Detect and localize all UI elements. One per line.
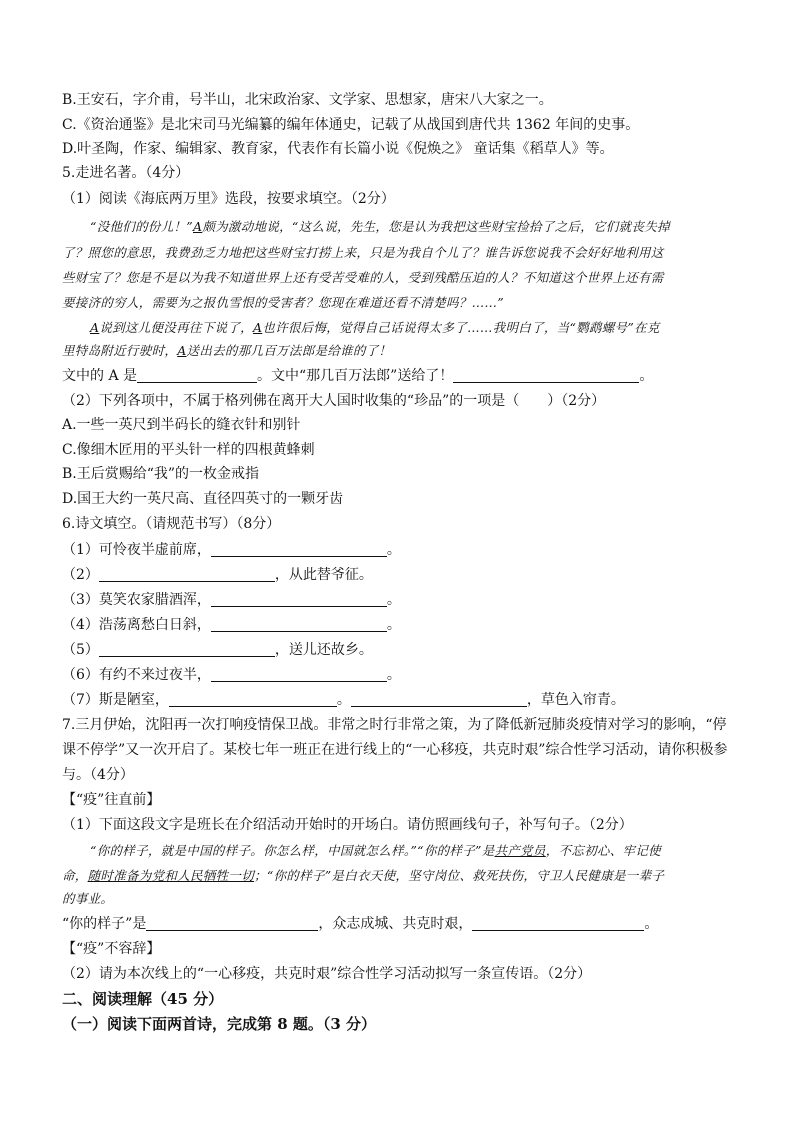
answer-blank[interactable]	[99, 642, 275, 657]
item-text: 。	[336, 692, 351, 708]
answer-blank[interactable]	[146, 916, 318, 931]
q5-fill-line	[62, 366, 653, 386]
q6-item-2	[62, 565, 373, 585]
q7-passage-line	[90, 841, 661, 861]
item-text: （2）	[62, 567, 99, 583]
passage-text: 送出去的那几百万法郎是给谁的了！	[186, 343, 392, 358]
q5-option-a: A.一些一英尺到半码长的缝衣针和别针	[62, 417, 301, 433]
passage-line	[90, 318, 660, 338]
q4-option-b: B.王安石，字介甫，号半山，北宋政治家、文学家、思想家，唐宋八大家之一。	[62, 92, 553, 108]
answer-blank[interactable]	[137, 368, 257, 383]
answer-blank[interactable]	[453, 368, 639, 383]
answer-blank[interactable]	[211, 667, 387, 682]
item-text: （4）浩荡离愁白日斜，	[62, 617, 211, 633]
item-text: （3）莫笑农家腊酒浑，	[62, 592, 211, 608]
q7-tag-2: 【“疫”不容辞】	[62, 941, 161, 957]
q7-passage-line: 的事业。	[62, 891, 114, 906]
item-text: 。	[386, 542, 401, 558]
q6-title: 6.诗文填空。（请规范书写）（8分）	[62, 516, 281, 532]
q6-item-3	[62, 590, 401, 610]
underlined-phrase: 随时准备为党和人民牺牲一切	[87, 868, 255, 883]
passage-text: 里特岛附近行驶时，	[62, 343, 178, 358]
passage-text: 命，	[62, 868, 88, 883]
q6-item-6	[62, 665, 401, 685]
fill-text: 。	[639, 368, 654, 384]
passage-text: ，不忘初心、牢记使	[545, 843, 661, 858]
fill-text: 文中的 A 是	[62, 368, 138, 384]
q7-sub2: （2）请为本次线上的“一心移疫，共克时艰”综合性学习活动拟写一条宣传语。（2分）	[62, 966, 592, 982]
passage-line: 了？照您的意思，我费劲乏力地把这些财宝打捞上来，只是为我自个儿了？谁告诉您说我不会好好地利用这	[62, 245, 664, 260]
passage-a-mark: A	[90, 320, 100, 335]
q7-passage-line	[62, 866, 664, 886]
answer-blank[interactable]	[211, 617, 387, 632]
q5-sub2: （2）下列各项中，不属于格列佛在离开大人国时收集的“珍品”的一项是（ ）（2分）	[62, 393, 606, 409]
answer-blank[interactable]	[99, 567, 275, 582]
passage-text: 颇为激动地说，“这么说，先生，您是认为我把这些财宝捡拾了之后，它们就丧失掉	[202, 219, 670, 234]
passage-a-mark: A	[252, 320, 263, 335]
answer-blank[interactable]	[169, 692, 337, 707]
fill-text: ，众志成城、共克时艰，	[318, 916, 473, 932]
q4-option-d: D.叶圣陶，作家、编辑家、教育家，代表作有长篇小说《倪焕之》 童话集《稻草人》等。	[62, 141, 614, 157]
item-text: （5）	[62, 642, 99, 658]
q7-line: 课不停学”又一次开启了。某校七年一班正在进行线上的“一心移疫，共克时艰”综合性学习活动，请你积极参	[62, 742, 728, 758]
underlined-phrase: 共产党员	[494, 843, 546, 858]
item-text: ，送儿还故乡。	[274, 642, 373, 658]
passage-line	[62, 341, 391, 361]
fill-text: 。文中“那几百万法郎”送给了！	[257, 368, 454, 384]
answer-blank[interactable]	[351, 692, 527, 707]
passage-line: 要接济的穷人，需要为之报仇雪恨的受害者？您现在难道还看不清楚吗？……”	[62, 295, 504, 310]
item-text: ，从此替爷征。	[274, 567, 373, 583]
passage-line	[90, 217, 670, 237]
item-text: 。	[386, 667, 401, 683]
passage-text: 也许很后悔，觉得自己话说得太多了……我明白了，当“鹦鹉螺号”在克	[262, 320, 660, 335]
item-text: （6）有约不来过夜半，	[62, 667, 211, 683]
item-text: 。	[386, 592, 401, 608]
item-text: ，草色入帘青。	[526, 692, 625, 708]
passage-a-mark: A	[192, 219, 203, 234]
item-text: （7）斯是陋室，	[62, 692, 169, 708]
q7-sub1: （1）下面这段文字是班长在介绍活动开始时的开场白。请仿照画线句子，补写句子。（2分）	[62, 817, 633, 833]
passage-text: ；“你的样子”是白衣天使，坚守岗位、救死扶伤，守卫人民健康是一辈子	[254, 868, 665, 883]
q5-title: 5.走进名著。（4分）	[62, 165, 190, 181]
q7-tag-1: 【“疫”往直前】	[62, 792, 161, 808]
passage-a-mark: A	[177, 343, 187, 358]
q7-fill-line	[62, 914, 658, 934]
q5-sub1: （1）阅读《海底两万里》选段，按要求填空。（2分）	[62, 191, 395, 207]
passage-text: “你的样子，就是中国的样子。你怎么样，中国就怎么样。”“你的样子”是	[90, 843, 495, 858]
q4-option-c: C.《资治通鉴》是北宋司马光编纂的编年体通史，记载了从战国到唐代共 1362 年间的史事。	[62, 117, 640, 133]
passage-text: 说到这儿便没再往下说了，	[99, 320, 253, 335]
answer-blank[interactable]	[211, 542, 387, 557]
answer-blank[interactable]	[472, 916, 644, 931]
fill-text: “你的样子”是	[62, 916, 147, 932]
section-title: 二、阅读理解（45 分）	[62, 990, 224, 1008]
item-text: 。	[386, 617, 401, 633]
passage-line: 些财宝了？您是不是以为我不知道世界上还有受苦受难的人，受到残酷压迫的人？不知道这个世界上还有需	[62, 270, 664, 285]
passage-text: “没他们的份儿！”	[90, 219, 193, 234]
section-subtitle: （一）阅读下面两首诗，完成第 8 题。（3 分）	[62, 1015, 377, 1033]
q7-line: 7.三月伊始，沈阳再一次打响疫情保卫战。非常之时行非常之策，为了降低新冠肺炎疫情对学习的影响，“停	[62, 717, 727, 733]
q6-item-5	[62, 640, 373, 660]
item-text: （1）可怜夜半虚前席，	[62, 542, 211, 558]
fill-text: 。	[644, 916, 659, 932]
q5-option-d: D.国王大约一英尺高、直径四英寸的一颗牙齿	[62, 491, 344, 507]
q6-item-1	[62, 540, 401, 560]
q5-option-c: C.像细木匠用的平头针一样的四根黄蜂刺	[62, 442, 315, 458]
q5-option-b: B.王后赏赐给“我”的一枚金戒指	[62, 466, 260, 482]
q6-item-7	[62, 690, 625, 710]
q6-item-4	[62, 615, 401, 635]
answer-blank[interactable]	[211, 592, 387, 607]
q7-line: 与。（4分）	[62, 767, 134, 783]
